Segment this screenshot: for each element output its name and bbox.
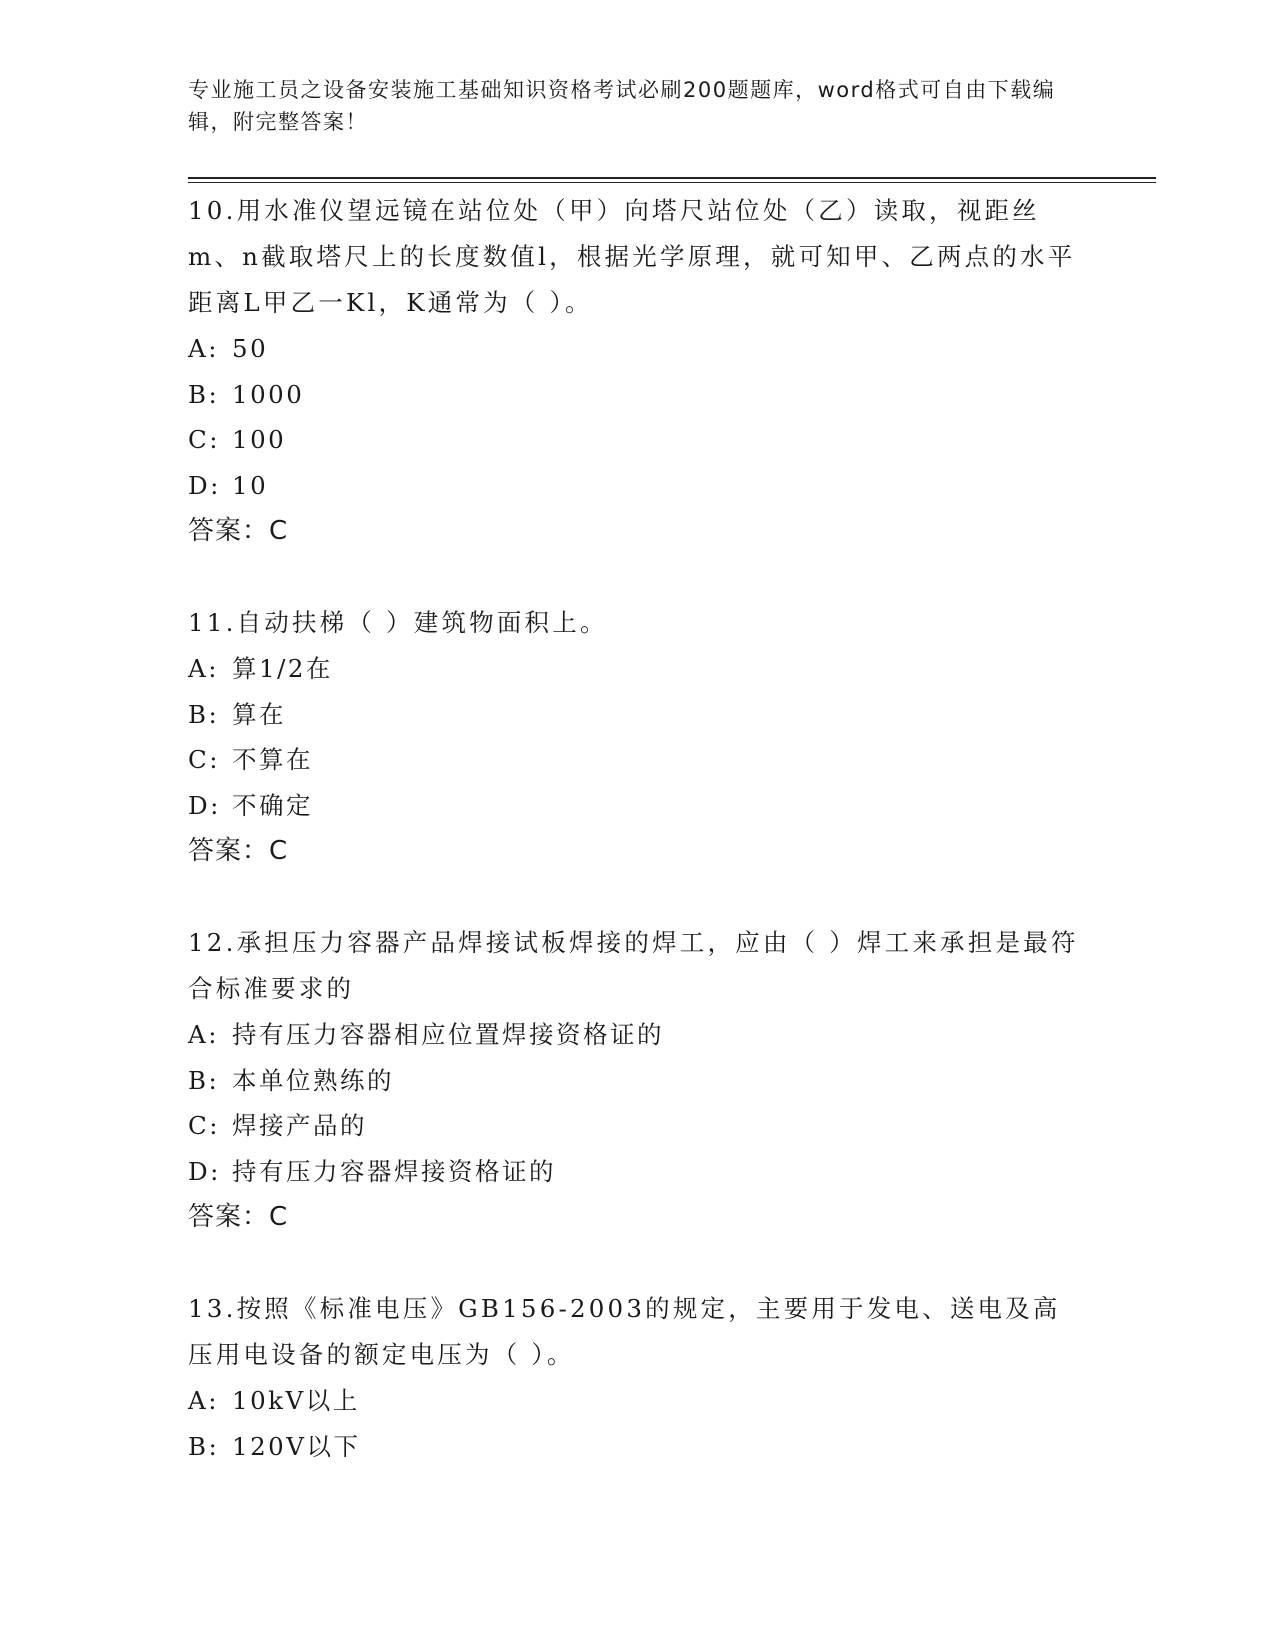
option-d bbox=[188, 783, 1088, 829]
option-text: 10 bbox=[232, 470, 269, 500]
option-letter: A: bbox=[188, 334, 219, 363]
question-text: 12.承担压力容器产品焊接试板焊接的焊工，应由（ ）焊工来承担是最符合标准要求的 bbox=[188, 928, 1079, 1003]
question-list bbox=[188, 188, 1088, 1515]
option-text: 10kV以上 bbox=[232, 1386, 360, 1415]
option-d bbox=[188, 1149, 1088, 1195]
header-rule-thick bbox=[188, 177, 1156, 179]
option-text: 120V以下 bbox=[232, 1431, 361, 1461]
option-text: 1000 bbox=[232, 379, 305, 409]
option-b bbox=[188, 372, 1088, 418]
option-letter: B: bbox=[188, 379, 220, 409]
option-letter: B: bbox=[188, 699, 220, 729]
answer-line: 答案：C bbox=[188, 1202, 289, 1232]
option-letter: C: bbox=[188, 425, 221, 454]
answer-line: 答案：C bbox=[188, 516, 289, 546]
question-text: 10.用水准仪望远镜在站位处（甲）向塔尺站位处（乙）读取，视距丝m、n截取塔尺上的长度数值l，根据光学原理，就可知甲、乙两点的水平距离L甲乙一Kl，K通常为（ ）。 bbox=[188, 196, 1076, 317]
option-letter: A: bbox=[188, 654, 219, 683]
option-b bbox=[188, 692, 1088, 738]
option-a bbox=[188, 1378, 1088, 1424]
option-b bbox=[188, 1058, 1088, 1104]
option-letter: D: bbox=[188, 790, 221, 820]
option-b bbox=[188, 1424, 1088, 1470]
header-rule-thin bbox=[188, 182, 1156, 183]
question-13 bbox=[188, 1286, 1088, 1469]
option-text: 持有压力容器相应位置焊接资格证的 bbox=[232, 1020, 664, 1049]
option-letter: A: bbox=[188, 1386, 219, 1415]
option-text: 焊接产品的 bbox=[232, 1111, 367, 1140]
question-11 bbox=[188, 600, 1088, 874]
question-10 bbox=[188, 188, 1088, 554]
option-text: 不确定 bbox=[232, 790, 313, 820]
document-header: 专业施工员之设备安装施工基础知识资格考试必刷200题题库，word格式可自由下载编辑，附完整答案！ bbox=[188, 78, 1056, 134]
option-text: 算在 bbox=[232, 699, 286, 729]
option-text: 算1/2在 bbox=[232, 654, 333, 683]
option-text: 持有压力容器焊接资格证的 bbox=[232, 1156, 556, 1186]
question-text: 11.自动扶梯（ ）建筑物面积上。 bbox=[188, 608, 608, 637]
option-letter: D: bbox=[188, 1156, 221, 1186]
option-d bbox=[188, 463, 1088, 509]
option-text: 本单位熟练的 bbox=[232, 1065, 394, 1095]
option-letter: C: bbox=[188, 745, 221, 774]
option-a bbox=[188, 1012, 1088, 1058]
answer-line: 答案：C bbox=[188, 836, 289, 866]
option-c bbox=[188, 1103, 1088, 1149]
question-text: 13.按照《标准电压》GB156-2003的规定，主要用于发电、送电及高压用电设备的额定电压为（ ）。 bbox=[188, 1294, 1061, 1369]
option-c bbox=[188, 417, 1088, 463]
option-text: 50 bbox=[232, 334, 269, 363]
option-text: 100 bbox=[232, 425, 287, 454]
option-letter: A: bbox=[188, 1020, 219, 1049]
option-a bbox=[188, 326, 1088, 372]
option-letter: C: bbox=[188, 1111, 221, 1140]
option-letter: B: bbox=[188, 1431, 220, 1461]
question-12 bbox=[188, 920, 1088, 1240]
option-letter: D: bbox=[188, 470, 221, 500]
option-text: 不算在 bbox=[232, 745, 313, 774]
option-c bbox=[188, 737, 1088, 783]
option-letter: B: bbox=[188, 1065, 220, 1095]
option-a bbox=[188, 646, 1088, 692]
